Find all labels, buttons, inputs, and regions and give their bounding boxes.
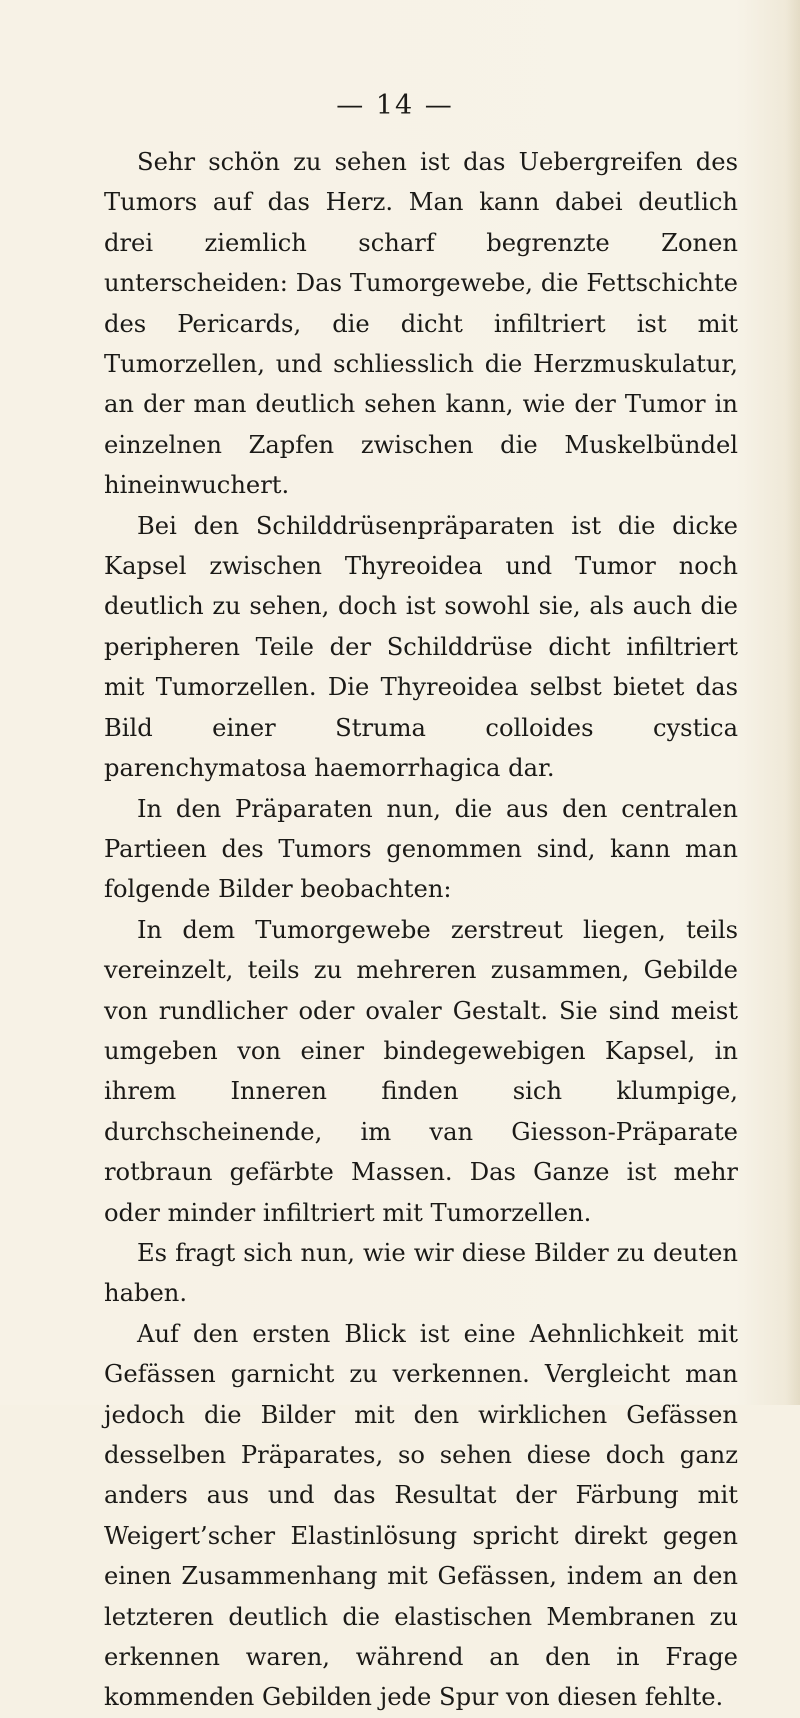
page-edge-shadow	[786, 0, 800, 1405]
page-number: — 14 —	[336, 90, 454, 121]
paragraph: In den Präparaten nun, die aus den centralen Partieen des Tumors genommen sind, kann man folgende Bilder beobachten:	[104, 794, 738, 904]
paragraph: Bei den Schilddrüsenpräparaten ist die dicke Kapsel zwischen Thyreoidea und Tumor noch deutlich zu sehen, doch ist sowohl sie, als auch die peripheren Teile der Schilddrüse dicht infiltriert mit Tumorzellen. Die Thyreoidea selbst bietet das Bild einer Struma colloides cystica parenchymatosa haemorrhagica dar.	[104, 511, 738, 783]
paragraph: Es fragt sich nun, wie wir diese Bilder zu deuten haben.	[104, 1238, 738, 1308]
body-text	[104, 142, 738, 1718]
paragraph: In dem Tumorgewebe zerstreut liegen, teils vereinzelt, teils zu mehreren zusammen, Gebilde von rundlicher oder ovaler Gestalt. Sie sind meist umgeben von einer bindegewebigen Kapsel, in ihrem Inneren finden sich klumpige, durchscheinende, im van Giesson-Präparate rotbraun gefärbte Massen. Das Ganze ist mehr oder minder infiltriert mit Tumorzellen.	[104, 915, 738, 1227]
paragraph: Sehr schön zu sehen ist das Uebergreifen des Tumors auf das Herz. Man kann dabei deutlich drei ziemlich scharf begrenzte Zonen unterscheiden: Das Tumorgewebe, die Fettschichte des Pericards, die dicht infiltriert ist mit Tumorzellen, und schliesslich die Herzmuskulatur, an der man deutlich sehen kann, wie der Tumor in einzelnen Zapfen zwischen die Muskelbündel hineinwuchert.	[104, 148, 738, 500]
paragraph: Auf den ersten Blick ist eine Aehnlichkeit mit Gefässen garnicht zu verkennen. Vergleicht man jedoch die Bilder mit den wirklichen Gefässen desselben Präparates, so sehen diese doch ganz anders aus und das Resultat der Färbung mit Weigert’scher Elastinlösung spricht direkt gegen einen Zusammenhang mit Gefässen, indem an den letzteren deutlich die elastischen Membranen zu erkennen waren, während an den in Frage kommenden Gebilden jede Spur von diesen fehlte.	[104, 1319, 738, 1712]
